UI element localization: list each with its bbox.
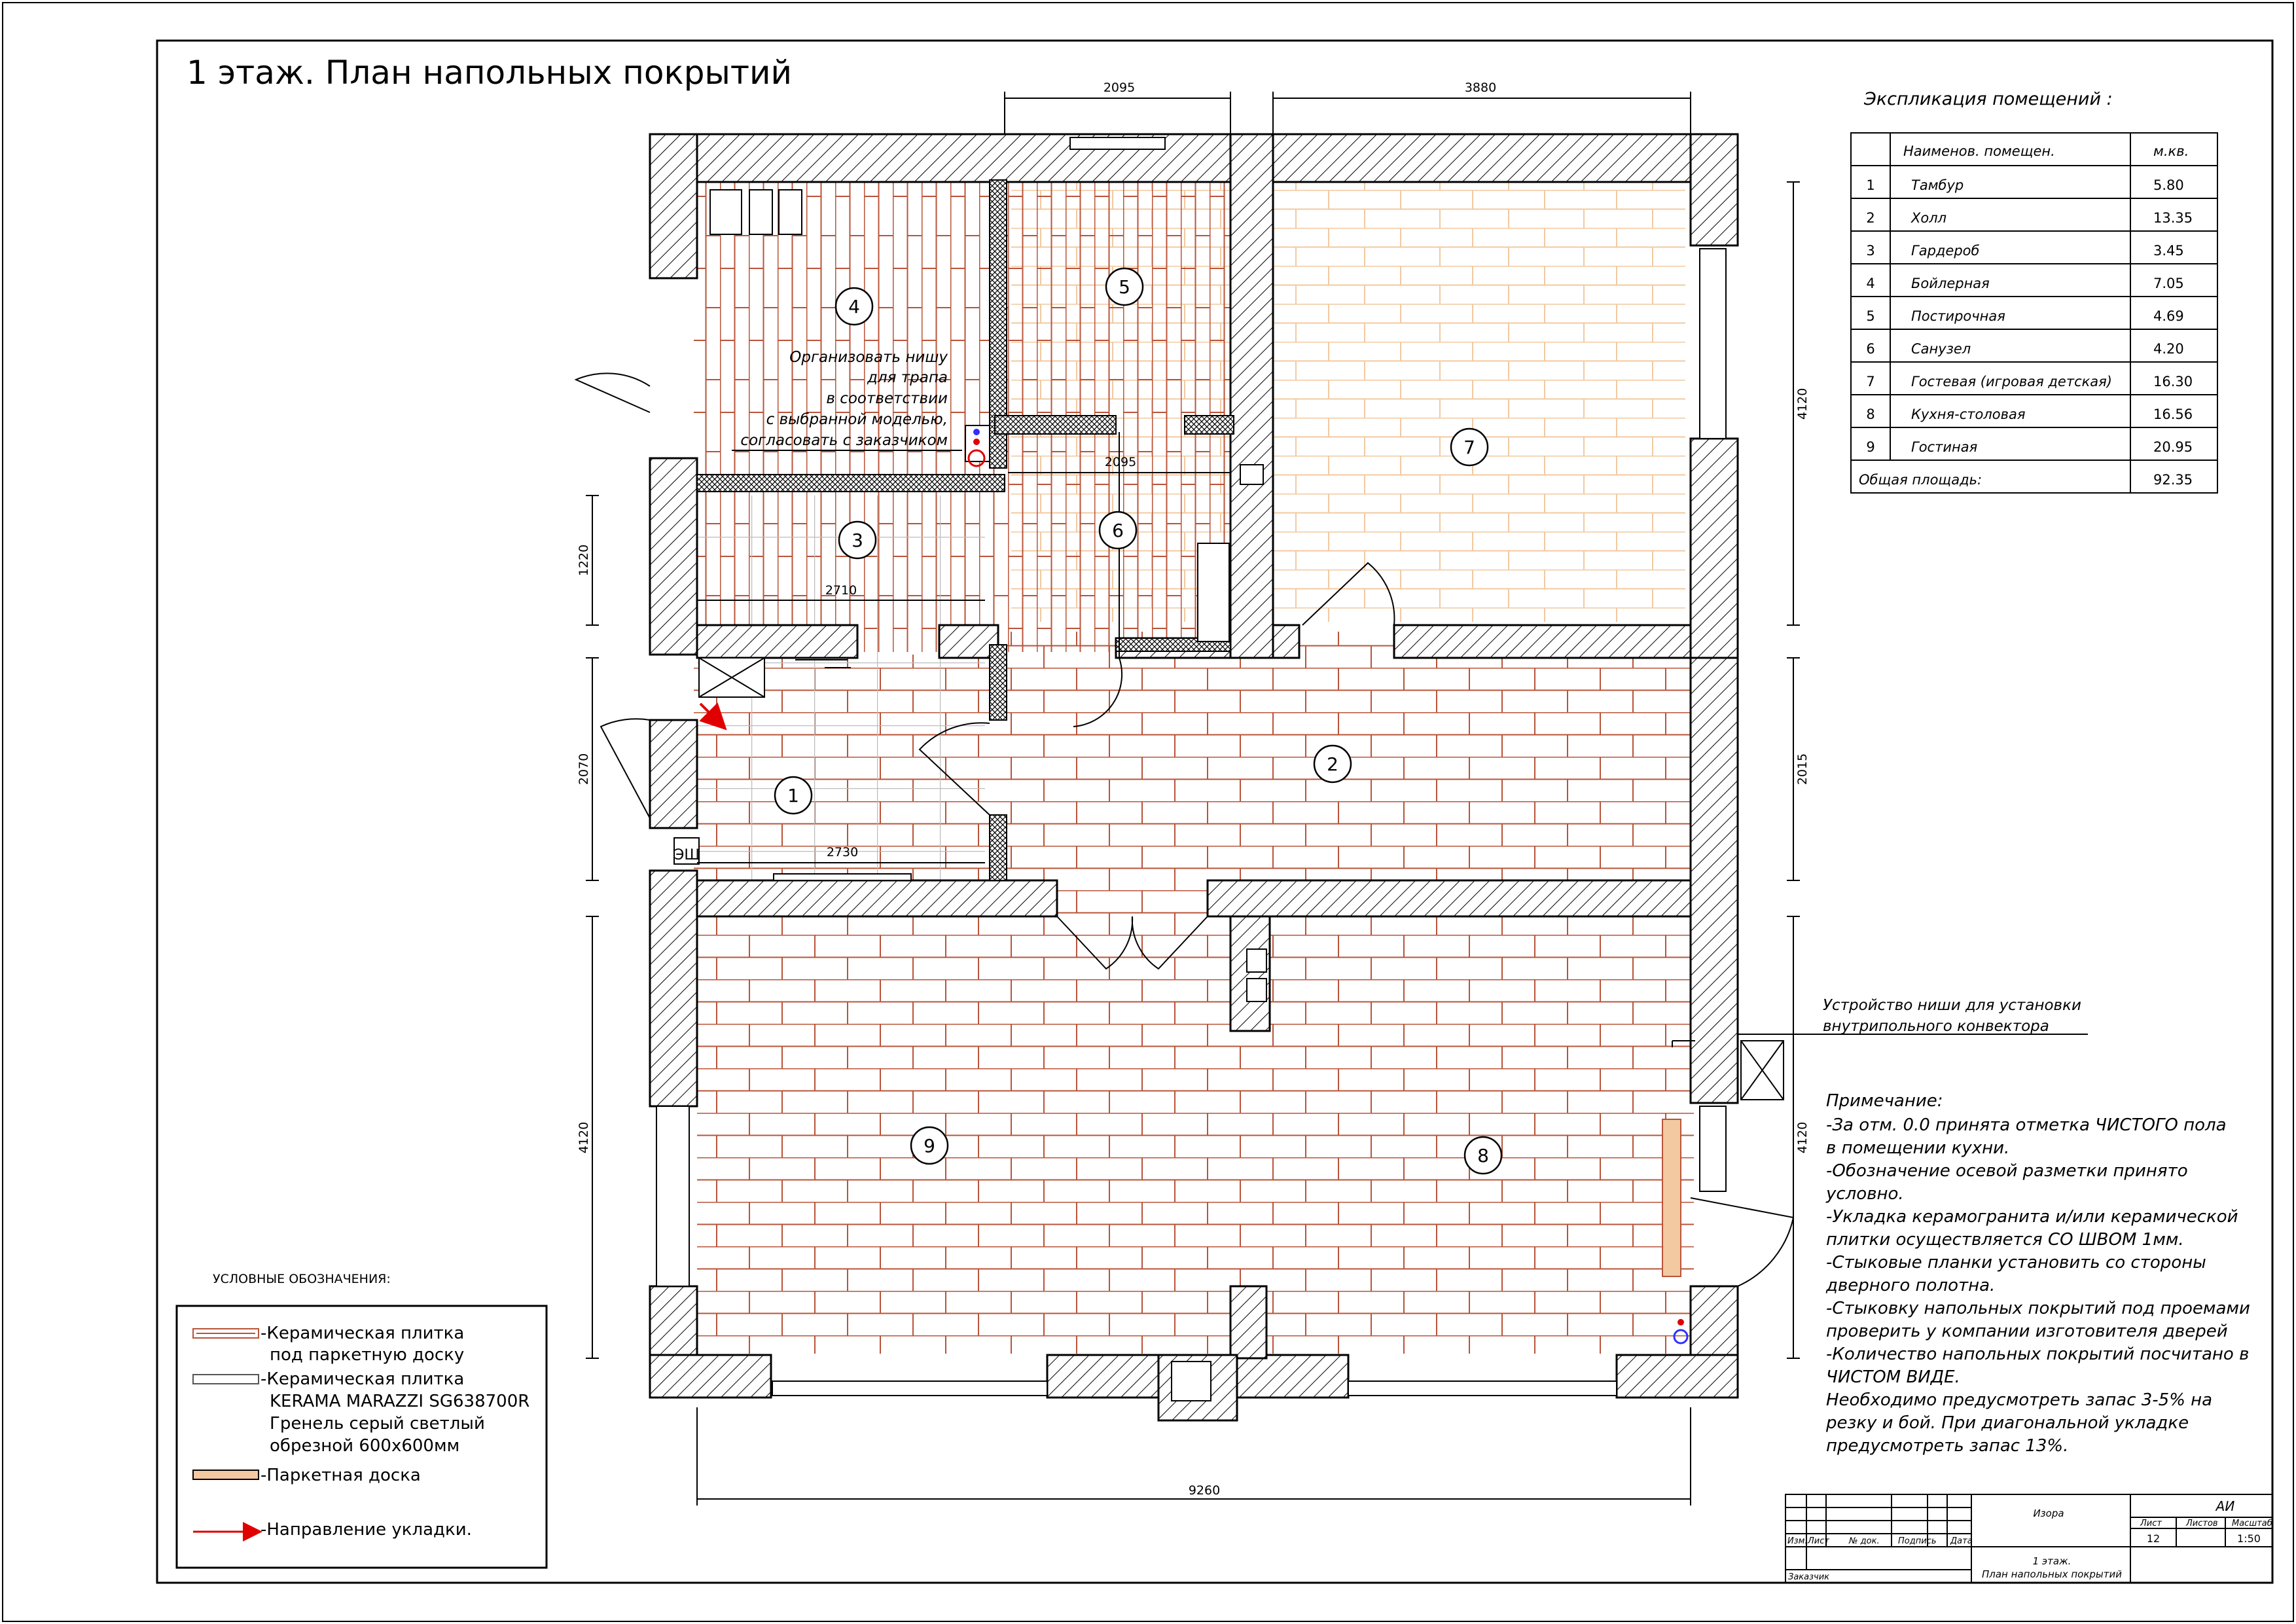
svg-text:16.56: 16.56 [2153,406,2193,422]
svg-text:ЧИСТОМ ВИДЕ.: ЧИСТОМ ВИДЕ. [1826,1367,1960,1387]
svg-text:4.20: 4.20 [2153,341,2184,357]
floor-room-8-9 [697,916,1694,1354]
svg-text:Масштаб: Масштаб [2232,1519,2272,1528]
dim-w1: 2710 [825,583,857,598]
electric-shield-label: ЭЩ [674,847,700,863]
legend-item-4: -Направление укладки. [260,1520,472,1540]
svg-text:5: 5 [1866,308,1875,324]
legend-item-2-line-3: Гренель серый светлый [270,1414,485,1434]
svg-text:-Обозначение осевой разметки п: -Обозначение осевой разметки принято [1826,1161,2188,1181]
svg-text:-Укладка керамогранита и/или к: -Укладка керамогранита и/или керамической [1826,1207,2238,1227]
dim-top-2: 3880 [1464,81,1497,95]
explication-header-area: м.кв. [2153,143,2189,159]
stamp-code: АИ [2215,1498,2235,1514]
room-number-3: 3 [852,530,863,551]
stamp-customer: Заказчик [1788,1572,1830,1582]
svg-text:№ док.: № док. [1849,1536,1880,1546]
legend-item-2-line-1: -Керамическая плитка [260,1369,465,1389]
svg-text:3: 3 [1866,243,1875,259]
svg-text:1 этаж.: 1 этаж. [2032,1555,2072,1567]
svg-text:4: 4 [1866,276,1875,291]
svg-text:6: 6 [1866,341,1875,357]
svg-text:Гардероб: Гардероб [1911,243,1980,259]
table-row [1866,177,2183,193]
svg-text:Гостиная: Гостиная [1911,439,1978,455]
svg-text:План напольных покрытий: План напольных покрытий [1982,1568,2122,1580]
dim-left-2: 2070 [577,753,591,785]
svg-text:7.05: 7.05 [2153,276,2184,291]
svg-text:Холл: Холл [1911,210,1947,226]
stamp-scale: 1:50 [2237,1532,2261,1545]
svg-text:Санузел: Санузел [1911,341,1971,357]
room-number-4: 4 [848,296,860,317]
svg-text:8: 8 [1866,406,1875,422]
room-number-7: 7 [1463,437,1475,458]
svg-text:Дата: Дата [1950,1536,1973,1546]
room-number-5: 5 [1119,276,1130,298]
svg-text:13.35: 13.35 [2153,210,2193,226]
svg-text:4.69: 4.69 [2153,308,2184,324]
legend-title: УСЛОВНЫЕ ОБОЗНАЧЕНИЯ: [213,1272,391,1286]
svg-text:плитки осуществляется СО ШВОМ: плитки осуществляется СО ШВОМ 1мм. [1826,1230,2184,1250]
explication-title: Экспликация помещений : [1864,89,2113,109]
svg-text:5.80: 5.80 [2153,177,2184,193]
table-row [1866,374,2193,389]
explication-total-label: Общая площадь: [1859,472,1982,488]
svg-text:Постирочная: Постирочная [1911,308,2005,324]
svg-text:проверить у компании изготовит: проверить у компании изготовителя дверей [1826,1322,2228,1341]
svg-text:16.30: 16.30 [2153,374,2193,389]
svg-text:3.45: 3.45 [2153,243,2184,259]
dim-left-3: 4120 [577,1121,591,1154]
legend-item-1-line-1: -Керамическая плитка [260,1324,465,1343]
legend-item-1-line-2: под паркетную доску [270,1345,465,1365]
room-number-1: 1 [787,785,799,806]
stamp-sheet: 12 [2146,1532,2161,1545]
svg-text:9: 9 [1866,439,1875,455]
svg-text:Устройство ниши для установки: Устройство ниши для установки [1823,997,2081,1014]
svg-text:внутрипольного конвектора: внутрипольного конвектора [1823,1018,2049,1035]
page-title: 1 этаж. План напольных покрытий [187,54,793,92]
table-row [1866,341,2183,357]
svg-text:условно.: условно. [1826,1184,1904,1204]
table-row [1866,308,2183,324]
svg-text:с выбранной моделью,: с выбранной моделью, [766,411,948,428]
svg-text:Кухня-столовая: Кухня-столовая [1911,406,2026,422]
dim-left-1: 1220 [577,544,591,577]
explication-total-value: 92.35 [2153,472,2193,488]
svg-text:Организовать нишу: Организовать нишу [789,349,948,366]
dim-right-3: 4120 [1795,1121,1810,1154]
dim-right-2: 2015 [1795,753,1810,785]
legend-swatches [193,1329,259,1532]
legend-item-2-line-4: обрезной 600x600мм [270,1436,460,1456]
svg-text:Изм.: Изм. [1787,1536,1808,1546]
svg-text:-Стыковку напольных покрытий п: -Стыковку напольных покрытий под проемами [1826,1299,2250,1318]
svg-text:Гостевая (игровая детская): Гостевая (игровая детская) [1911,374,2113,389]
explication-cells [1859,143,2193,488]
svg-text:предусмотреть запас 13%.: предусмотреть запас 13%. [1826,1436,2069,1456]
svg-text:Бойлерная: Бойлерная [1911,276,1990,291]
svg-text:Лист: Лист [1808,1536,1829,1546]
legend-swatch-tile-gray [193,1375,259,1384]
room-number-6: 6 [1112,520,1124,541]
table-row [1866,276,2183,291]
svg-text:резку и бой. При диагональной: резку и бой. При диагональной укладке [1826,1413,2189,1433]
svg-text:согласовать с заказчиком: согласовать с заказчиком [740,432,948,449]
table-row [1866,406,2193,422]
svg-text:в помещении кухни.: в помещении кухни. [1826,1138,2010,1158]
svg-text:-Стыковые планки установить со: -Стыковые планки установить со стороны [1826,1253,2206,1272]
notes-block [1825,1091,2250,1456]
svg-text:дверного полотна.: дверного полотна. [1826,1276,1996,1295]
svg-text:7: 7 [1866,374,1875,389]
svg-text:Подпись: Подпись [1898,1536,1937,1546]
legend-items [260,1324,529,1540]
room-number-9: 9 [924,1135,935,1157]
explication-header-name: Наименов. помещен. [1903,143,2055,159]
dim-top-1: 2095 [1103,81,1136,95]
dim-w2: 2730 [826,845,859,859]
svg-text:1: 1 [1866,177,1875,193]
room-number-2: 2 [1327,753,1338,775]
svg-text:Тамбур: Тамбур [1911,177,1964,193]
svg-text:20.95: 20.95 [2153,439,2193,455]
legend-item-2-line-2: KERAMA MARAZZI SG638700R [270,1392,530,1411]
svg-text:-За отм. 0.0 принята отметка Ч: -За отм. 0.0 принята отметка ЧИСТОГО пола [1826,1115,2227,1135]
svg-text:2: 2 [1866,210,1875,226]
table-row [1866,243,2183,259]
dim-right-1: 4120 [1795,388,1810,420]
room-number-8: 8 [1477,1145,1489,1166]
svg-text:Листов: Листов [2186,1519,2218,1528]
svg-text:для трапа: для трапа [867,369,948,386]
legend-swatch-parquet [193,1470,259,1479]
svg-text:Лист: Лист [2140,1519,2162,1528]
svg-text:Необходимо предусмотреть запас: Необходимо предусмотреть запас 3-5% на [1826,1390,2213,1410]
table-row [1866,439,2193,455]
dim-bottom: 9260 [1188,1483,1221,1498]
svg-text:в соответствии: в соответствии [826,390,948,407]
notes-heading: Примечание: [1826,1091,1943,1111]
svg-text:-Количество напольных покрытий: -Количество напольных покрытий посчитано в [1826,1344,2250,1364]
convector-annotation [1823,997,2081,1035]
table-row [1866,210,2193,226]
dim-inner: 2095 [1104,455,1137,469]
legend-item-3: -Паркетная доска [260,1466,421,1485]
stamp-author: Изора [2033,1507,2064,1519]
